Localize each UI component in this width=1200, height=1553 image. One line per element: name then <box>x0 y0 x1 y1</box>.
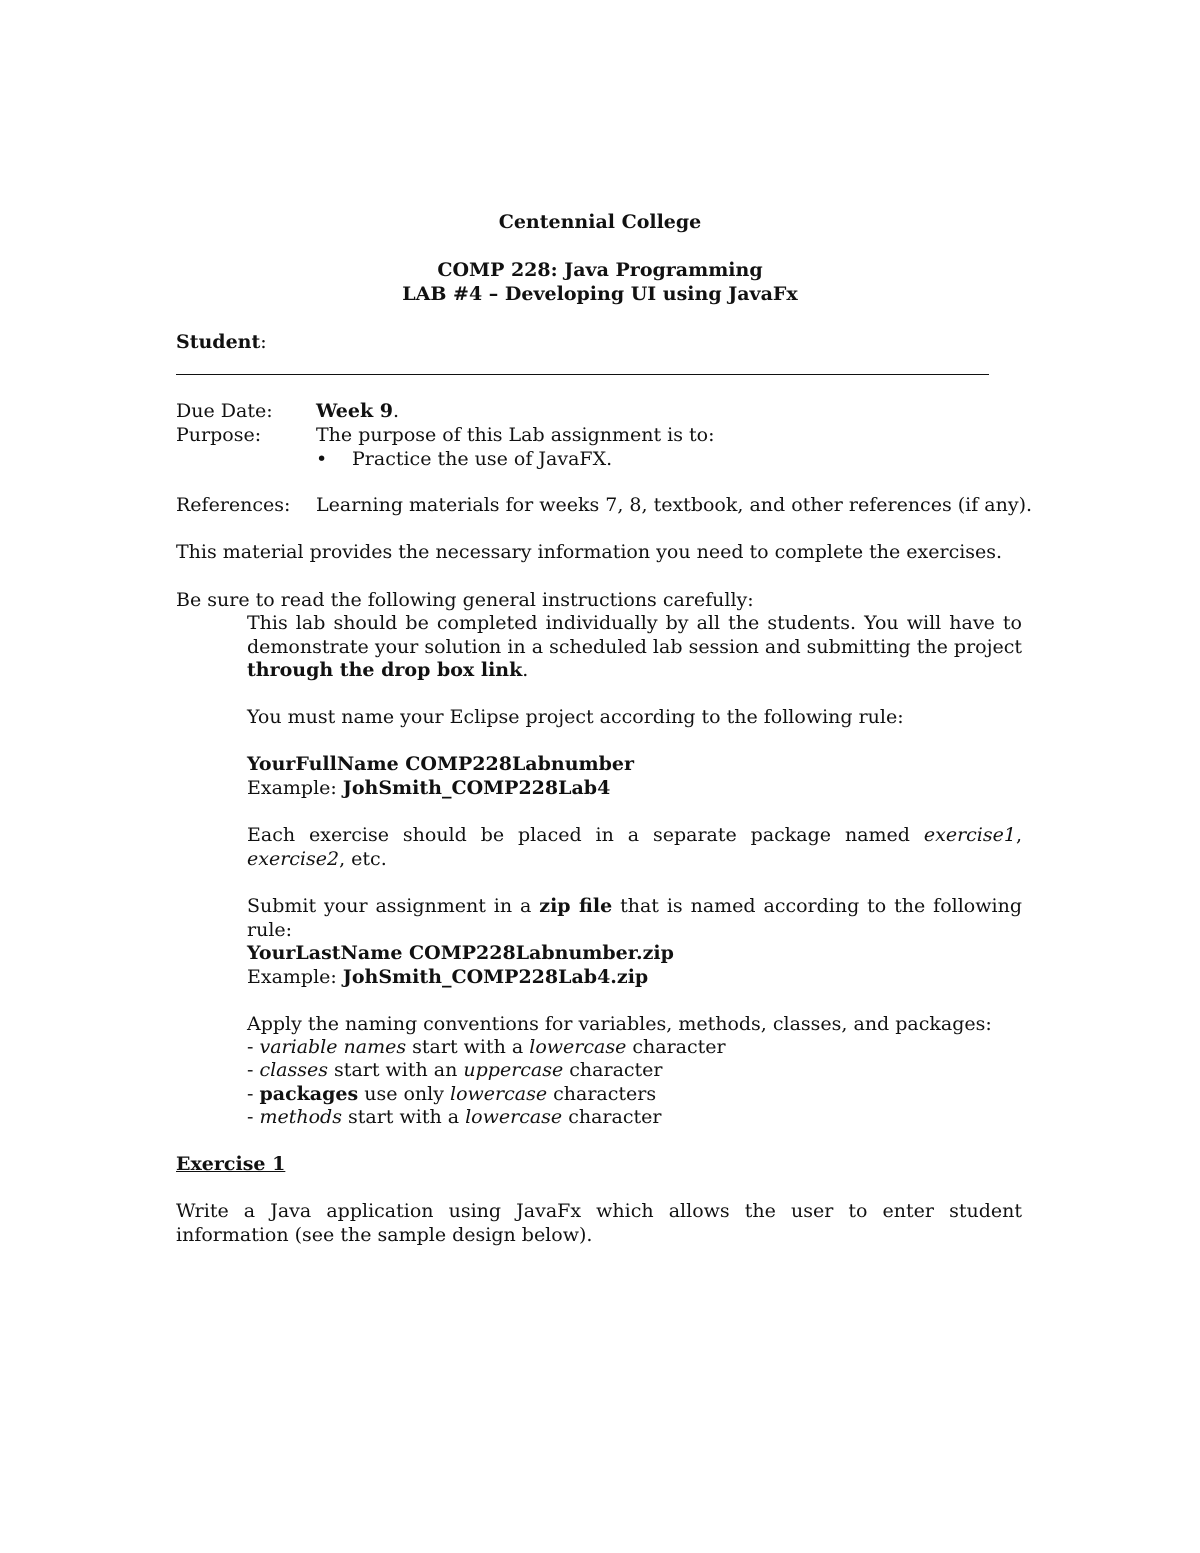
conventions-intro: Apply the naming conventions for variables, methods, classes, and packages: <box>247 1013 992 1035</box>
example-label: Example: <box>247 777 343 799</box>
due-week: Week 9 <box>316 400 393 422</box>
name-rule: YourFullName COMP228Labnumber <box>247 753 635 775</box>
intro-paragraph: This material provides the necessary information you need to complete the exercises. <box>176 541 1003 563</box>
convention-end: character <box>626 1036 726 1058</box>
convention-variables <box>247 1036 726 1060</box>
zip-text-1: Submit your assignment in a <box>247 895 540 917</box>
student-colon: : <box>260 331 267 353</box>
convention-end: characters <box>547 1083 657 1105</box>
convention-case: uppercase <box>463 1059 564 1081</box>
convention-end: character <box>563 1059 663 1081</box>
convention-case: lowercase <box>450 1083 548 1105</box>
bullet-icon: • <box>316 448 328 470</box>
package-separator: , <box>1015 824 1022 846</box>
instructions-heading: Be sure to read the following general instructions carefully: <box>176 589 754 611</box>
convention-case: lowercase <box>465 1106 563 1128</box>
convention-text: start with a <box>341 1106 466 1128</box>
convention-term: packages <box>259 1083 359 1105</box>
exercise1-heading: Exercise 1 <box>176 1153 286 1175</box>
instructions-text: This lab should be completed individually by all the students. You will have to demonstrate your solution in a scheduled lab session and submitting the project <box>247 612 1022 658</box>
package-exercise1: exercise1 <box>923 824 1016 846</box>
student-name-rule <box>176 374 989 375</box>
convention-dash: - <box>247 1036 260 1058</box>
purpose-bullet-item <box>316 448 612 472</box>
convention-text: use only <box>358 1083 451 1105</box>
student-label: Student <box>176 331 261 353</box>
purpose-item-text: Practice the use of JavaFX. <box>352 448 613 470</box>
college-name: Centennial College <box>498 211 702 233</box>
convention-case: lowercase <box>529 1036 627 1058</box>
package-text: Each exercise should be placed in a separate package named <box>247 824 924 846</box>
convention-text: start with an <box>328 1059 464 1081</box>
convention-term: methods <box>259 1106 342 1128</box>
due-period: . <box>392 400 400 422</box>
zip-example <box>247 966 648 990</box>
instructions-end: . <box>522 659 529 681</box>
package-end: , etc. <box>339 847 387 870</box>
references-label: References: <box>176 494 291 516</box>
zip-file-text: zip file <box>539 895 613 917</box>
convention-text: start with a <box>406 1036 530 1058</box>
course-title: COMP 228: Java Programming <box>437 259 763 281</box>
due-date-label: Due Date: <box>176 400 273 422</box>
convention-dash: - <box>247 1106 260 1128</box>
drop-box-text: through the drop box link <box>247 659 523 681</box>
convention-classes <box>247 1059 663 1083</box>
purpose-value: The purpose of this Lab assignment is to: <box>316 424 715 446</box>
package-exercise2: exercise2 <box>247 847 340 870</box>
lab-title: LAB #4 – Developing UI using JavaFx <box>402 283 798 305</box>
zip-paragraph <box>247 895 1022 942</box>
student-line <box>176 331 267 355</box>
convention-methods <box>247 1106 661 1130</box>
convention-dash: - <box>247 1059 260 1081</box>
example-project: JohSmith_COMP228Lab4 <box>342 777 611 799</box>
zip-example-label: Example: <box>247 966 343 988</box>
name-rule-intro: You must name your Eclipse project according to the following rule: <box>247 706 904 728</box>
convention-term: classes <box>259 1059 329 1081</box>
purpose-label: Purpose: <box>176 424 262 446</box>
references-value: Learning materials for weeks 7, 8, textbook, and other references (if any). <box>316 494 1033 516</box>
convention-end: character <box>562 1106 662 1128</box>
convention-term: variable names <box>259 1036 407 1058</box>
zip-example-value: JohSmith_COMP228Lab4.zip <box>342 966 649 988</box>
name-rule-example <box>247 777 610 801</box>
instructions-paragraph <box>247 612 1022 683</box>
exercise1-text: Write a Java application using JavaFx which allows the user to enter student information (see the sample design below). <box>176 1200 1022 1246</box>
zip-rule: YourLastName COMP228Labnumber.zip <box>247 942 674 964</box>
zip-text-2: that is named according to the following rule: <box>247 895 1022 941</box>
convention-packages <box>247 1083 656 1107</box>
due-date-value <box>316 400 399 424</box>
package-paragraph <box>247 824 1022 871</box>
convention-dash: - <box>247 1083 260 1105</box>
